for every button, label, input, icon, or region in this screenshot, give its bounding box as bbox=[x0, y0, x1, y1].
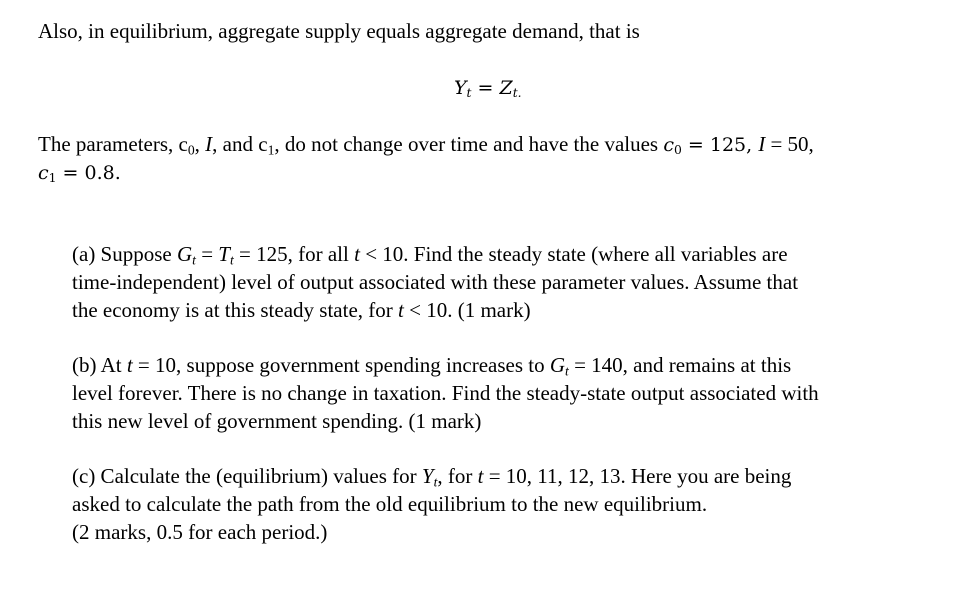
part-a-line-3: the economy is at this steady state, for t < 10. (1 mark) bbox=[72, 298, 531, 322]
part-c-line-1: (c) Calculate the (equilibrium) values for $Y_t$, for t = 10, 11, 12, 13. Here you are being bbox=[72, 464, 792, 490]
part-b-line-3: this new level of government spending. (1 mark) bbox=[72, 409, 482, 433]
equilibrium-equation bbox=[454, 75, 522, 101]
eq-y-sub: t bbox=[466, 86, 472, 101]
eq-op: = bbox=[471, 77, 500, 99]
part-a-line-1: (a) Suppose $G_t = T_t = 125$, for all t < 10. Find the steady state (where all variables are bbox=[72, 242, 788, 268]
part-b-line-1: (b) At t = 10, suppose government spending increases to $G_t = 140$, and remains at this bbox=[72, 353, 792, 379]
eq-z-sub: t. bbox=[512, 86, 522, 101]
eq-z: Z bbox=[499, 77, 513, 99]
params-line-2: $c_1 = 0.8$. bbox=[38, 162, 121, 186]
part-a-line-2: time-independent) level of output associated with these parameter values. Assume that bbox=[72, 270, 799, 294]
part-c-line-2: asked to calculate the path from the old equilibrium to the new equilibrium. bbox=[72, 492, 708, 516]
part-c-line-3: (2 marks, 0.5 for each period.) bbox=[72, 520, 328, 544]
eq-y: Y bbox=[454, 77, 467, 99]
params-line-1: The parameters, $c_0$, I, and $c_1$, do not change over time and have the values $c_0 = 125$, I = 50, bbox=[38, 132, 814, 158]
part-b-line-2: level forever. There is no change in taxation. Find the steady-state output associated with bbox=[72, 381, 819, 405]
intro-text: Also, in equilibrium, aggregate supply equals aggregate demand, that is bbox=[38, 19, 640, 43]
